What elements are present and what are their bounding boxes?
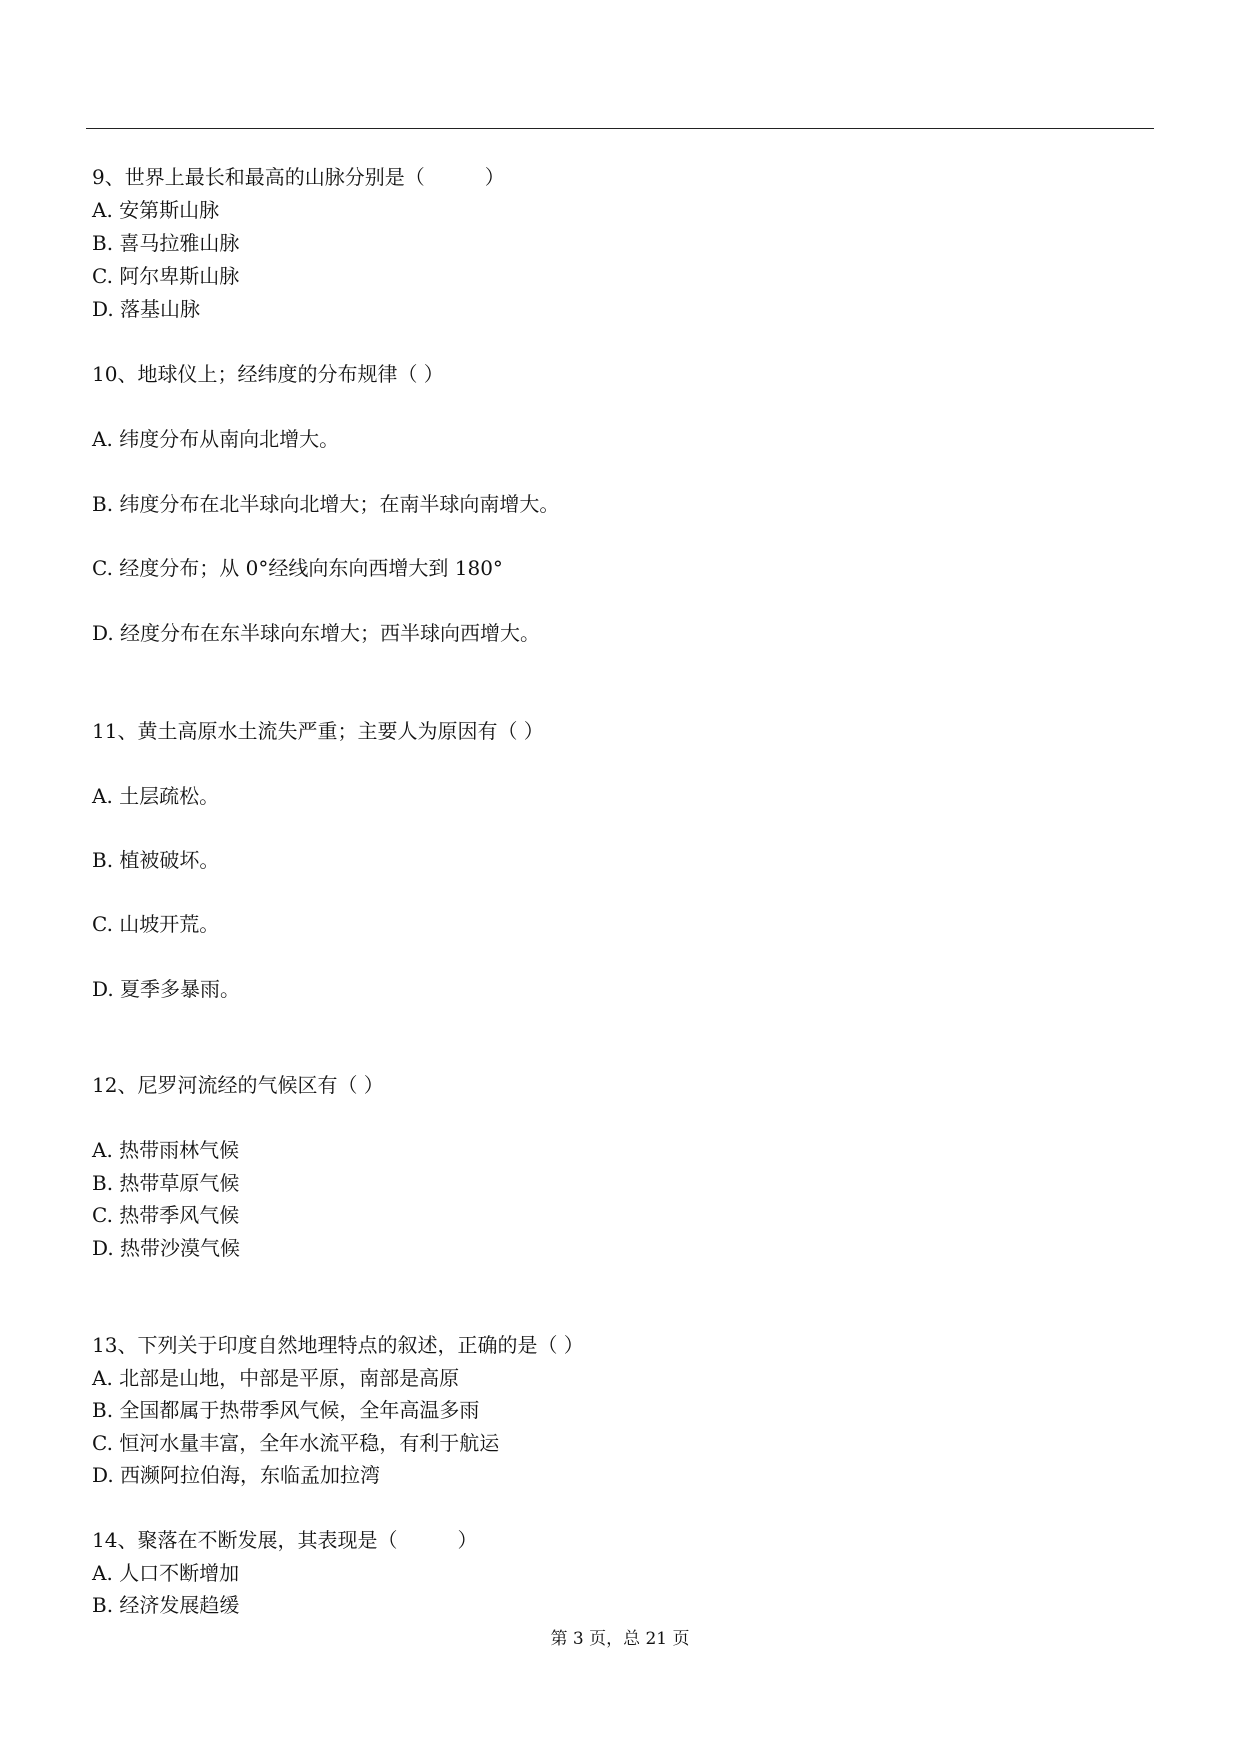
page-number-footer: 第 3 页，总 21 页 — [550, 1629, 690, 1649]
question-12-option-b: B. 热带草原气候 — [92, 1171, 240, 1195]
question-10-option-a: A. 纬度分布从南向北增大。 — [92, 427, 340, 451]
question-12-option-a: A. 热带雨林气候 — [92, 1138, 240, 1162]
question-10-stem: 10、地球仪上；经纬度的分布规律（ ） — [92, 362, 444, 386]
question-10-option-b: B. 纬度分布在北半球向北增大；在南半球向南增大。 — [92, 492, 560, 516]
question-12-option-c: C. 热带季风气候 — [92, 1203, 240, 1227]
question-11-option-a: A. 土层疏松。 — [92, 784, 220, 808]
question-11-option-b: B. 植被破坏。 — [92, 848, 220, 872]
question-9-option-b: B. 喜马拉雅山脉 — [92, 231, 240, 255]
question-13-option-b: B. 全国都属于热带季风气候，全年高温多雨 — [92, 1398, 480, 1422]
question-9-stem: 9、世界上最长和最高的山脉分别是（ ） — [92, 165, 505, 189]
question-11-option-c: C. 山坡开荒。 — [92, 912, 220, 936]
question-13-option-c: C. 恒河水量丰富，全年水流平稳，有利于航运 — [92, 1431, 500, 1455]
question-11-stem: 11、黄土高原水土流失严重；主要人为原因有（ ） — [92, 719, 544, 743]
question-13-stem: 13、下列关于印度自然地理特点的叙述，正确的是（ ） — [92, 1333, 584, 1357]
question-12-stem: 12、尼罗河流经的气候区有（ ） — [92, 1073, 384, 1097]
question-13-option-a: A. 北部是山地，中部是平原，南部是高原 — [92, 1366, 460, 1390]
question-12-option-d: D. 热带沙漠气候 — [92, 1236, 241, 1260]
question-9-option-d: D. 落基山脉 — [92, 297, 201, 321]
question-13-option-d: D. 西濒阿拉伯海，东临孟加拉湾 — [92, 1463, 381, 1487]
question-10-option-c: C. 经度分布；从 0°经线向东向西增大到 180° — [92, 556, 503, 580]
question-9-option-c: C. 阿尔卑斯山脉 — [92, 264, 240, 288]
question-14-option-b: B. 经济发展趋缓 — [92, 1593, 240, 1617]
question-14-stem: 14、聚落在不断发展，其表现是（ ） — [92, 1528, 478, 1552]
question-14-option-a: A. 人口不断增加 — [92, 1561, 240, 1585]
question-9-option-a: A. 安第斯山脉 — [92, 198, 220, 222]
question-11-option-d: D. 夏季多暴雨。 — [92, 977, 241, 1001]
question-10-option-d: D. 经度分布在东半球向东增大；西半球向西增大。 — [92, 621, 541, 645]
header-divider — [86, 128, 1154, 129]
